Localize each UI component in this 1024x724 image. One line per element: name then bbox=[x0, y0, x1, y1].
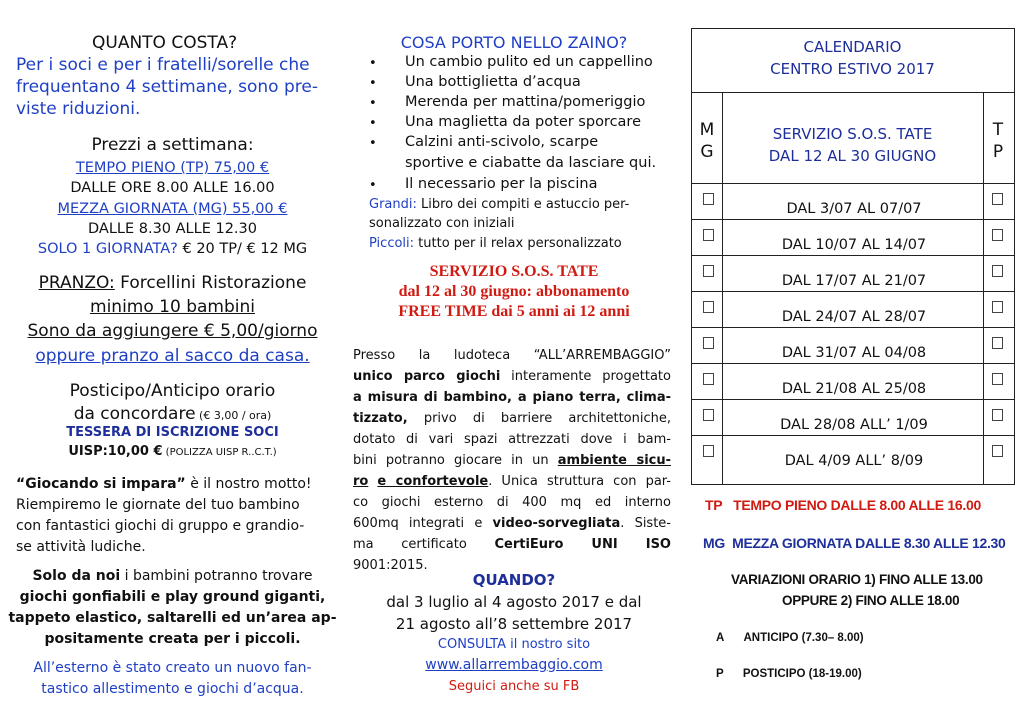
period-label: DAL 10/07 AL 14/07 bbox=[781, 237, 927, 253]
solo-noi-rest: i bambini potranno trovare bbox=[120, 568, 313, 584]
divider bbox=[692, 92, 1014, 93]
piccoli-line bbox=[369, 235, 622, 253]
presso-paragraph bbox=[353, 345, 671, 576]
presso-line-7: ro e confortevole. Unica struttura con par- bbox=[353, 474, 671, 489]
zaino-item: Una maglietta da poter sporcare bbox=[405, 114, 642, 130]
divider bbox=[692, 363, 1014, 364]
legend-mg-code: MG bbox=[703, 535, 725, 551]
pranzo-line bbox=[0, 272, 345, 294]
zaino-item: Una bottiglietta d’acqua bbox=[405, 74, 581, 90]
legend-tp-text: TEMPO PIENO DALLE 8.00 ALLE 16.00 bbox=[733, 497, 981, 513]
period-label: DAL 28/08 ALL’ 1/09 bbox=[780, 417, 928, 433]
column-zaino bbox=[345, 0, 683, 724]
motto-rest: è il nostro motto! bbox=[185, 476, 312, 492]
giochi-line-1: giochi gonfiabili e play ground giganti, bbox=[19, 589, 326, 605]
riduzioni-line-1: Per i soci e per i fratelli/sorelle che bbox=[16, 55, 310, 75]
legend-mg bbox=[703, 533, 1006, 553]
divider bbox=[692, 183, 1014, 184]
pranzo-add: Sono da aggiungere € 5,00/giorno bbox=[27, 321, 318, 341]
motto-quote: “Giocando si impara” bbox=[16, 476, 186, 492]
mg-checkbox[interactable] bbox=[703, 301, 714, 313]
legend-tp bbox=[705, 495, 981, 515]
calendar-title-1: CALENDARIO bbox=[803, 38, 902, 56]
mg-price: MEZZA GIORNATA (MG) 55,00 € bbox=[57, 201, 288, 217]
calendar-table bbox=[691, 28, 1015, 485]
posticipo-line bbox=[716, 666, 862, 682]
tp-header: T P bbox=[992, 120, 1004, 162]
posticipo-code: P bbox=[716, 668, 724, 680]
column-pricing bbox=[0, 0, 345, 724]
grandi-line bbox=[369, 196, 629, 214]
posticipo-text: POSTICIPO (18-19.00) bbox=[742, 668, 862, 680]
bullet: • bbox=[369, 116, 377, 131]
presso-line-6: bini potranno giocare in un ambiente sicu- bbox=[353, 453, 672, 468]
tp-checkbox[interactable] bbox=[992, 373, 1003, 385]
period-label: DAL 3/07 AL 07/07 bbox=[786, 201, 922, 217]
solo-noi-line bbox=[0, 566, 345, 586]
riduzioni-line-2: frequentano 4 settimane, sono pre- bbox=[16, 77, 318, 97]
motto-line bbox=[16, 474, 312, 494]
legend-mg-text: MEZZA GIORNATA DALLE 8.30 ALLE 12.30 bbox=[732, 535, 1006, 551]
sos-title: SERVIZIO S.O.S. TATE bbox=[429, 263, 599, 280]
divider bbox=[692, 291, 1014, 292]
solo-una-giornata bbox=[0, 239, 345, 259]
pranzo-alternativa: oppure pranzo al sacco da casa. bbox=[35, 346, 310, 366]
uisp-price: UISP:10,00 € bbox=[68, 444, 163, 459]
giochi-line-3: positamente creata per i piccoli. bbox=[44, 631, 301, 647]
divider bbox=[692, 399, 1014, 400]
website-link[interactable]: www.allarrembaggio.com bbox=[425, 657, 603, 673]
quando-title: QUANDO? bbox=[472, 571, 556, 589]
pranzo-name: Forcellini Ristorazione bbox=[114, 273, 307, 293]
presso-line-5: dotato di vari spazi attrezzati dove i bam- bbox=[353, 432, 671, 447]
tp-checkbox[interactable] bbox=[992, 445, 1003, 457]
mg-checkbox[interactable] bbox=[703, 265, 714, 277]
presso-line-8: co giochi esterno di 400 mq ed interno bbox=[353, 495, 671, 510]
mg-checkbox[interactable] bbox=[703, 337, 714, 349]
concordare-text: da concordare bbox=[73, 404, 196, 424]
posticipo-title: Posticipo/Anticipo orario bbox=[69, 381, 276, 401]
prezzi-title: Prezzi a settimana: bbox=[91, 135, 254, 155]
quando-line-1: dal 3 luglio al 4 agosto 2017 e dal bbox=[386, 593, 642, 611]
bullet: • bbox=[369, 178, 377, 193]
tp-checkbox[interactable] bbox=[992, 265, 1003, 277]
period-label: DAL 31/07 AL 04/08 bbox=[781, 345, 927, 361]
presso-line-3: a misura di bambino, a piano terra, clima- bbox=[353, 390, 671, 405]
period-label: DAL 24/07 AL 28/07 bbox=[781, 309, 927, 325]
tp-checkbox[interactable] bbox=[992, 301, 1003, 313]
period-label: DAL 21/08 AL 25/08 bbox=[781, 381, 927, 397]
oppure-line: OPPURE 2) FINO ALLE 18.00 bbox=[782, 593, 960, 608]
divider bbox=[692, 255, 1014, 256]
grandi-line-2: sonalizzato con iniziali bbox=[369, 216, 515, 231]
sos-line-2: dal 12 al 30 giugno: abbonamento bbox=[398, 283, 630, 300]
mg-checkbox[interactable] bbox=[703, 409, 714, 421]
seguici-fb: Seguici anche su FB bbox=[448, 679, 580, 694]
mg-header: M G bbox=[699, 120, 715, 162]
tessera-title: TESSERA DI ISCRIZIONE SOCI bbox=[66, 425, 279, 440]
grandi-text: Libro dei compiti e astuccio per- bbox=[416, 197, 630, 212]
zaino-item-continuation: sportive e ciabatte da lasciare qui. bbox=[405, 155, 657, 171]
sos-header: SERVIZIO S.O.S. TATE DAL 12 AL 30 GIUGNO bbox=[768, 125, 937, 165]
tp-checkbox[interactable] bbox=[992, 193, 1003, 205]
period-label: DAL 17/07 AL 21/07 bbox=[781, 273, 927, 289]
zaino-item: Calzini anti-scivolo, scarpe bbox=[405, 134, 599, 150]
piccoli-label: Piccoli: bbox=[369, 236, 415, 251]
mg-checkbox[interactable] bbox=[703, 373, 714, 385]
riduzioni-line-3: viste riduzioni. bbox=[16, 99, 141, 119]
column-calendar bbox=[683, 0, 1024, 724]
anticipo-line bbox=[716, 630, 864, 646]
divider bbox=[692, 435, 1014, 436]
mg-hours: DALLE 8.30 ALLE 12.30 bbox=[87, 221, 257, 237]
bullet: • bbox=[369, 56, 377, 71]
period-label: DAL 4/09 ALL’ 8/09 bbox=[784, 453, 924, 469]
presso-line-9: 600mq integrati e video-sorvegliata. Siste- bbox=[353, 516, 671, 531]
quanto-costa-heading: QUANTO COSTA? bbox=[92, 33, 238, 53]
consulta-text: CONSULTA il nostro sito bbox=[437, 637, 591, 652]
polizza-text: (POLIZZA UISP R..C.T.) bbox=[162, 447, 277, 458]
piccoli-text: tutto per il relax personalizzato bbox=[414, 236, 622, 251]
zaino-item: Merenda per mattina/pomeriggio bbox=[405, 94, 646, 110]
sos-line-3: FREE TIME dai 5 anni ai 12 anni bbox=[398, 303, 630, 320]
divider bbox=[692, 219, 1014, 220]
zaino-item: Il necessario per la piscina bbox=[405, 176, 598, 192]
esterno-line-1: All’esterno è stato creato un nuovo fan- bbox=[33, 660, 312, 676]
concordare-price: (€ 3,00 / ora) bbox=[195, 409, 272, 422]
mg-checkbox[interactable] bbox=[703, 193, 714, 205]
zaino-item: Un cambio pulito ed un cappellino bbox=[405, 54, 653, 70]
mg-checkbox[interactable] bbox=[703, 229, 714, 241]
esterno-line-2: tastico allestimento e giochi d’acqua. bbox=[41, 681, 304, 697]
zaino-title: COSA PORTO NELLO ZAINO? bbox=[400, 33, 628, 52]
tp-checkbox[interactable] bbox=[992, 229, 1003, 241]
legend-tp-code: TP bbox=[705, 497, 723, 513]
presso-line-11: 9001:2015. bbox=[353, 558, 428, 573]
calendar-title-2: CENTRO ESTIVO 2017 bbox=[770, 60, 935, 78]
divider bbox=[692, 327, 1014, 328]
tp-checkbox[interactable] bbox=[992, 409, 1003, 421]
pranzo-minimo: minimo 10 bambini bbox=[90, 297, 255, 317]
uisp-line bbox=[0, 441, 345, 461]
quando-line-2: 21 agosto all’8 settembre 2017 bbox=[395, 615, 633, 633]
anticipo-code: A bbox=[716, 632, 725, 644]
variazioni-line: VARIAZIONI ORARIO 1) FINO ALLE 13.00 bbox=[731, 572, 983, 587]
motto-line-2: Riempiremo le giornate del tuo bambino bbox=[16, 497, 300, 513]
bullet: • bbox=[369, 76, 377, 91]
motto-line-3: con fantastici giochi di gruppo e grandio- bbox=[16, 518, 305, 534]
pranzo-label: PRANZO: bbox=[38, 273, 115, 293]
tp-checkbox[interactable] bbox=[992, 337, 1003, 349]
tp-price: TEMPO PIENO (TP) 75,00 € bbox=[75, 160, 270, 176]
mg-checkbox[interactable] bbox=[703, 445, 714, 457]
presso-line-1: Presso la ludoteca “ALL’ARREMBAGGIO” bbox=[353, 348, 671, 363]
solo-noi-bold: Solo da noi bbox=[32, 568, 121, 584]
motto-line-4: se attività ludiche. bbox=[16, 539, 146, 555]
bullet: • bbox=[369, 136, 377, 151]
presso-line-4: tizzato, privo di barriere architettoniche, bbox=[353, 411, 671, 426]
solo-una-label: SOLO 1 GIORNATA? bbox=[37, 241, 178, 257]
presso-line-10: ma certificato CertiEuro UNI ISO bbox=[353, 537, 671, 552]
solo-una-price: € 20 TP/ € 12 MG bbox=[177, 241, 308, 257]
grandi-label: Grandi: bbox=[369, 197, 417, 212]
tp-hours: DALLE ORE 8.00 ALLE 16.00 bbox=[70, 180, 275, 196]
bullet: • bbox=[369, 96, 377, 111]
anticipo-text: ANTICIPO (7.30– 8.00) bbox=[743, 632, 864, 644]
presso-line-2: unico parco giochi interamente progettato bbox=[353, 369, 671, 384]
giochi-line-2: tappeto elastico, saltarelli ed un’area ap- bbox=[8, 610, 337, 626]
